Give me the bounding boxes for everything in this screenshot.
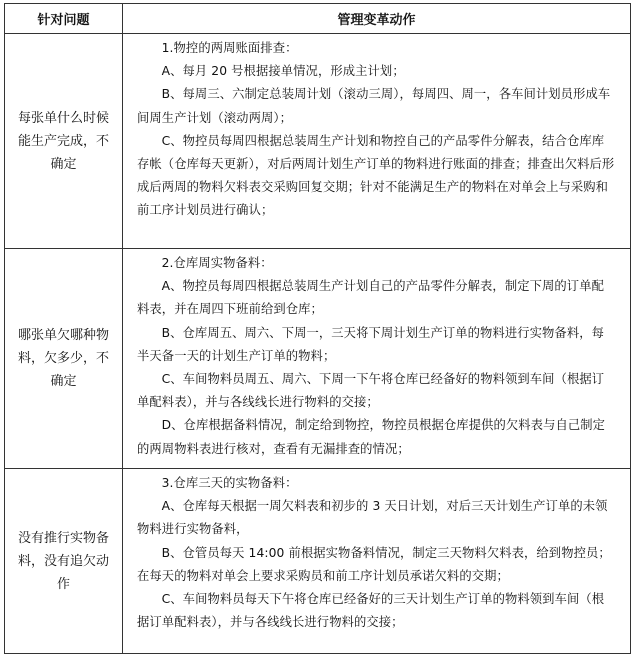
- table-row: [5, 34, 631, 249]
- action-item: A、物控员每周四根据总装周生产计划自己的产品零件分解表，制定下周的订单配料表，并在周四下班前给到仓库；: [137, 279, 604, 317]
- issue-cell: 没有推行实物备料，没有追欠动作: [5, 469, 123, 654]
- action-item: D、仓库根据备料情况，制定给到物控，物控员根据仓库提供的欠料表与自己制定的两周物料表进行核对，查看有无漏排查的情况；: [137, 418, 606, 456]
- action-item: A、每月 20 号根据接单情况，形成主计划；: [161, 64, 405, 79]
- action-item: C、物控员每周四根据总装周生产计划和物控自己的产品零件分解表，结合仓库库存帐（仓库每天更新），对后两周计划生产订单的物料进行账面的排查；排查出欠料后形成后两周的物料欠料表交采购回复交期；针对不能满足生产的物料在对单会上与采购和前工序计划员进行确认；: [137, 133, 615, 218]
- action-item: B、仓库周五、周六、下周一，三天将下周计划生产订单的物料进行实物备料，每半天备一天的计划生产订单的物料；: [137, 325, 605, 363]
- action-item: C、车间物料员周五、周六、下周一下午将仓库已经备好的物料领到车间（根据订单配料表），并与各线线长进行物料的交接；: [137, 372, 605, 410]
- header-issue: 针对问题: [5, 4, 123, 34]
- table-row: [5, 249, 631, 469]
- action-cell: [123, 249, 631, 469]
- action-cell: [123, 34, 631, 249]
- section-title: 3.仓库三天的实物备料：: [161, 476, 298, 490]
- management-change-table: [4, 3, 631, 654]
- section-title: 1.物控的两周账面排查：: [161, 41, 298, 55]
- action-item: A、仓库每天根据一周欠料表和初步的 3 天日计划，对后三天计划生产订单的未领物料进行实物备料，: [137, 499, 608, 537]
- action-item: C、车间物料员每天下午将仓库已经备好的三天计划生产订单的物料领到车间（根据订单配料表），并与各线线长进行物料的交接；: [137, 592, 605, 630]
- action-item: B、每周三、六制定总装周计划（滚动三周），每周四、周一，各车间计划员形成车间周生产计划（滚动两周）；: [137, 87, 611, 125]
- issue-cell: 哪张单欠哪种物料，欠多少，不确定: [5, 249, 123, 469]
- table-row: [5, 469, 631, 654]
- header-action: 管理变革动作: [123, 4, 631, 34]
- table-header-row: [5, 4, 631, 34]
- action-item: B、仓管员每天 14:00 前根据实物备料情况，制定三天物料欠料表，给到物控员；在每天的物料对单会上要求采购员和前工序计划员承诺欠料的交期；: [137, 545, 611, 583]
- section-title: 2.仓库周实物备料：: [161, 256, 273, 270]
- issue-cell: 每张单什么时候能生产完成，不确定: [5, 34, 123, 249]
- action-cell: [123, 469, 631, 654]
